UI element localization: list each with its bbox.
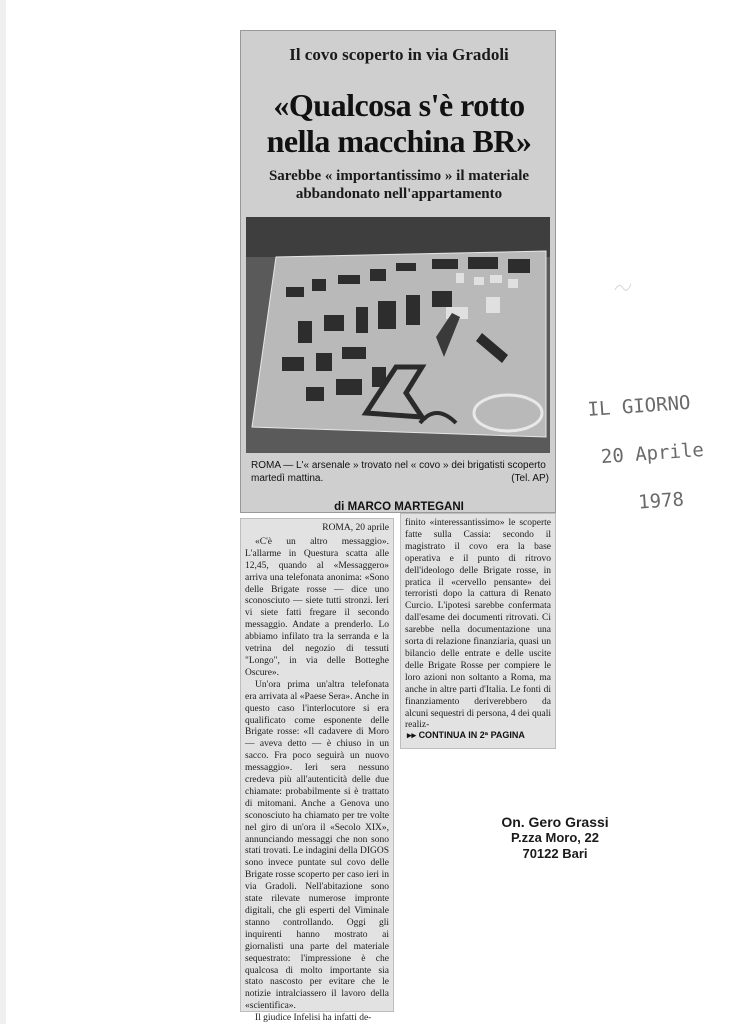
- column-1-paragraph: Il giudice Infelisi ha infatti de-: [255, 1013, 372, 1024]
- photo-caption: [251, 459, 549, 485]
- column-1-paragraph: «C'è un altro messaggio». L'allarme in Questura scatta alle 12,45, quando al «Messaggero» arriva una telefonata anonima: «Sono delle Brigate rosse — dice uno sconosciuto — siete tutti stronzi. Ieri vi siete fatti fregare il secondo messaggio. Andate a prenderlo. Lo abbiamo infilato tra la serranda e la vetrina del negozio di tessuti "Longo", in via delle Botteghe Oscure».: [245, 536, 389, 678]
- address-stamp: [480, 814, 630, 862]
- continua-label: CONTINUA IN 2ª PAGINA: [418, 730, 525, 741]
- handwritten-date: 20 Aprile: [600, 438, 705, 469]
- stamp-address: P.zza Moro, 22: [511, 830, 599, 845]
- dateline: ROMA, 20 aprile: [322, 523, 389, 533]
- column-2-paragraph: finito «interessantissimo» le scoperte fatte sulla Cassia: secondo il magistrato il covo era la base operativa e il punto di ritrovo dell'ideologo delle Brigate rosse, in pratica il «cervello pensante» dei terroristi dopo la cattura di Renato Curcio. L'ipotesi sarebbe confermata dall'esame dei documenti ritrovati. Ci sarebbe nella documentazione una sorta di relazione finanziaria, quasi un bilancio delle entrate e delle uscite delle Brigate Rosse per compiere le loro azioni non soltanto a Roma, ma anche in altre parti d'Italia. Le fonti di finanziamento deriverebbero da alcuni sequestri di persona, 4 dei quali realiz-: [405, 518, 551, 731]
- caption-credit: (Tel. AP): [511, 473, 549, 484]
- caption-text: ROMA — L'« arsenale » trovato nel « covo » dei brigatisti scoperto martedì mattina.: [251, 460, 546, 484]
- stamp-name: On. Gero Grassi: [501, 814, 609, 830]
- handwritten-note: [586, 376, 736, 529]
- continua-marker: [407, 730, 525, 742]
- article-column-2: [400, 513, 556, 749]
- column-1-paragraph: Un'ora prima un'altra telefonata era arrivata al «Paese Sera». Anche in questo caso l'interlocutore si era qualificato come esponente delle Brigate rosse: «Il cadavere di Moro — aveva detto — è chiuso in un sacco. Fra poco seguirà un nuovo messaggio». Ieri sera nessuno credeva più all'autenticità delle due chiamate: probabilmente si è trattato di mitomani. Anche a Genova uno sconosciuto ha chiamato per tre volte nel giro di un'ora il «Secolo XIX», annunciando messaggi che non sono stati trovati. Le indagini della DIGOS sono invece puntate sul covo delle Brigate rosse scoperto per caso ieri in via Gradoli. Nell'abitazione sono state rilevate numerose impronte digitali, che gli esperti del Viminale stanno controllando. Oggi gli inquirenti hanno mostrato ai giornalisti una parte del materiale sequestrato: l'impressione è che qualcosa di molto importante sia stato nascosto per evitare che le notizie intralciassero il lavoro della «scientifica».: [245, 679, 389, 1012]
- arsenal-photo: [246, 217, 550, 453]
- kicker: Il covo scoperto in via Gradoli: [289, 45, 509, 64]
- clipping-header-block: [240, 30, 556, 513]
- article-column-1: [240, 518, 394, 1024]
- handwritten-year: 1978: [637, 488, 685, 514]
- pen-scribble-icon: [614, 280, 632, 294]
- headline: «Qualcosa s'è rotto nella macchina BR»: [266, 87, 532, 159]
- arsenal-photo-illustration: [246, 217, 550, 453]
- arrow-icon: ▸▸: [407, 730, 417, 741]
- handwritten-newspaper: IL GIORNO: [586, 391, 692, 421]
- deck: Sarebbe « importantissimo » il materiale abbandonato nell'appartamento: [268, 168, 530, 202]
- stamp-city: 70122 Bari: [522, 846, 588, 861]
- byline: di MARCO MARTEGANI: [334, 501, 464, 513]
- newspaper-clipping: [240, 30, 556, 1024]
